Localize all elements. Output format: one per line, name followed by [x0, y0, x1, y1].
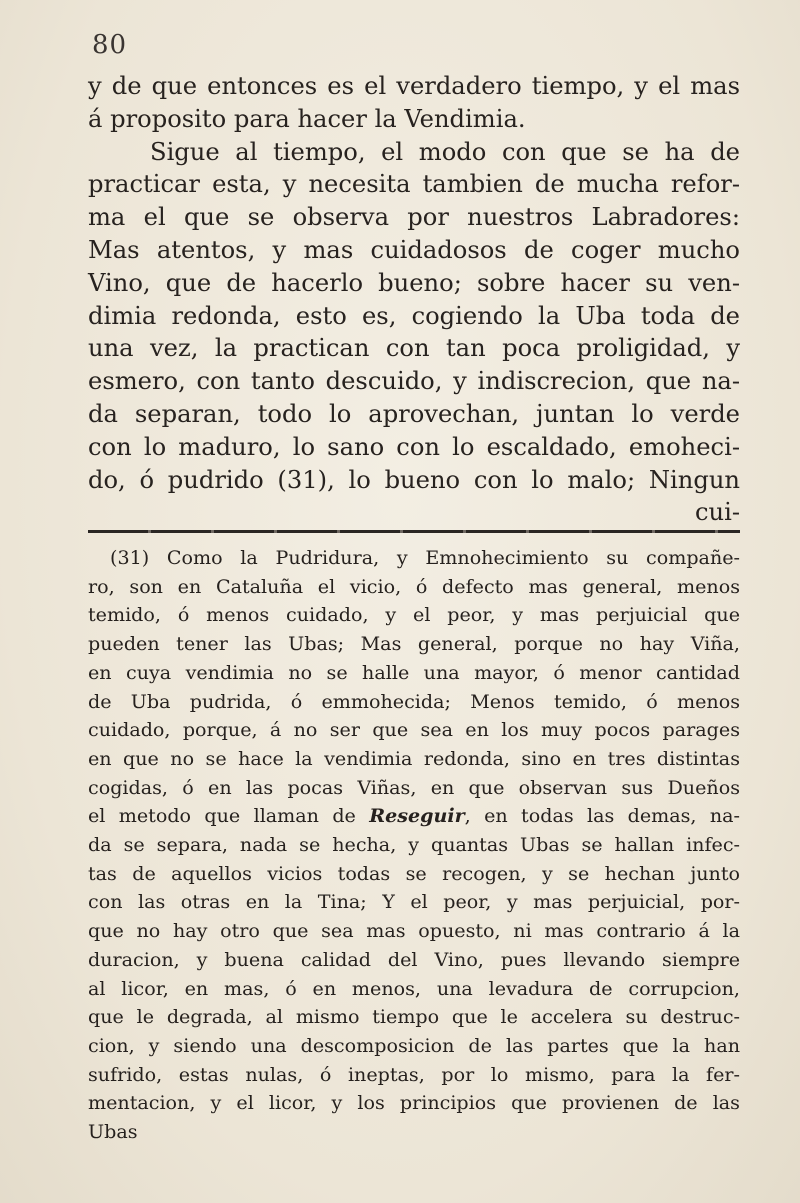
text-line: Mas atentos, y mas cuidadosos de coger mucho — [88, 235, 740, 264]
footnote-line: (31) Como la Pudridura, y Emnohecimiento su compañe- — [110, 546, 740, 569]
footnote-line: que le degrada, al mismo tiempo que le accelera su destruc- — [88, 1005, 740, 1029]
footnote-line: mentacion, y el licor, y los principios que provienen de las — [88, 1091, 740, 1115]
footnote-line: tas de aquellos vicios todas se recogen, y se hechan junto — [88, 861, 740, 885]
footnote-line-with-italic — [88, 802, 740, 831]
text-line: con lo maduro, lo sano con lo escaldado, emoheci- — [88, 432, 740, 461]
footnote-line: cuidado, porque, á no ser que sea en los muy pocos parages — [88, 718, 740, 742]
page-number: 80 — [92, 30, 128, 60]
text-line: esmero, con tanto descuido, y indiscrecion, que na- — [88, 367, 740, 396]
footnote-text: el metodo que llaman de — [88, 804, 370, 828]
footnote-catchword: Ubas — [88, 1120, 138, 1144]
text-line: una vez, la practican con tan poca proligidad, y — [88, 334, 740, 363]
footnote-line: ro, son en Cataluña el vicio, ó defecto mas general, menos — [88, 574, 740, 598]
text-line: practicar esta, y necesita tambien de mucha refor- — [88, 170, 740, 199]
footnote-line: en que no se hace la vendimia redonda, sino en tres distintas — [88, 746, 740, 770]
footnote-line: cogidas, ó en las pocas Viñas, en que observan sus Dueños — [88, 775, 740, 799]
footnote-line: sufrido, estas nulas, ó ineptas, por lo mismo, para la fer- — [88, 1062, 740, 1086]
footnote-line: al licor, en mas, ó en menos, una levadura de corrupcion, — [88, 976, 740, 1000]
footnote-line: con las otras en la Tina; Y el peor, y mas perjuicial, por- — [88, 890, 740, 914]
footnote-line: duracion, y buena calidad del Vino, pues llevando siempre — [88, 947, 740, 971]
text-line: á proposito para hacer la Vendimia. — [88, 104, 526, 133]
catchword: cui- — [694, 498, 740, 527]
footnote-line: de Uba pudrida, ó emmohecida; Menos temido, ó menos — [88, 689, 740, 713]
text-line: Sigue al tiempo, el modo con que se ha de — [150, 137, 740, 166]
footnote-line: temido, ó menos cuidado, y el peor, y mas perjuicial que — [88, 603, 740, 627]
text-line: da separan, todo lo aprovechan, juntan lo verde — [88, 399, 740, 428]
footnote-line: en cuya vendimia no se halle una mayor, ó menor cantidad — [88, 660, 740, 684]
footnote — [88, 544, 740, 1147]
main-text — [88, 70, 740, 529]
footnote-line: da se separa, nada se hecha, y quantas Ubas se hallan infec- — [88, 833, 740, 857]
footnote-line: cion, y siendo una descomposicion de las partes que la han — [88, 1033, 740, 1057]
footnote-line: que no hay otro que sea mas opuesto, ni mas contrario á la — [88, 919, 740, 943]
text-line: ma el que se observa por nuestros Labradores: — [88, 203, 740, 232]
footnote-divider — [88, 530, 740, 533]
italic-term: Reseguir — [369, 804, 465, 828]
text-line: Vino, que de hacerlo bueno; sobre hacer su ven- — [88, 268, 740, 297]
text-line: do, ó pudrido (31), lo bueno con lo malo; Ningun — [88, 465, 740, 494]
footnote-text: , en todas las demas, na- — [464, 804, 740, 828]
footnote-line: pueden tener las Ubas; Mas general, porque no hay Viña, — [88, 632, 740, 656]
text-line: y de que entonces es el verdadero tiempo, y el mas — [88, 72, 740, 100]
text-line: dimia redonda, esto es, cogiendo la Uba toda de — [88, 301, 740, 330]
